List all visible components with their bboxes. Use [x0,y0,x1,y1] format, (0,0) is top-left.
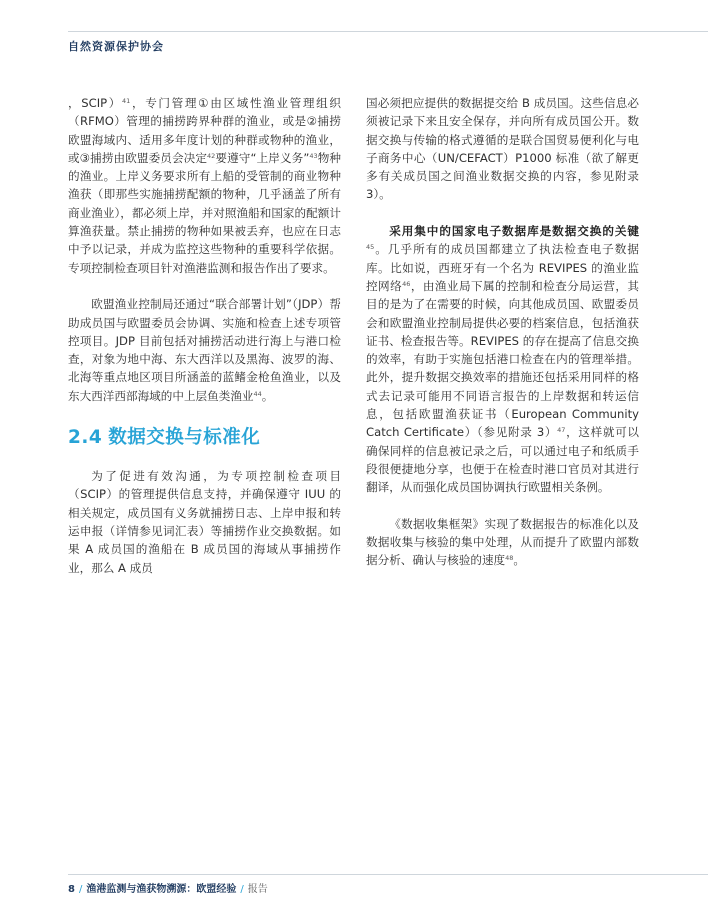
text-run: 国必须把应提供的数据提交给 B 成员国。这些信息必须被记录下来且安全保存，并向所有成员国公开。数据交换与传输的格式遵循的是联合国贸易便利化与电子商务中心（UN/CEFACT）P1000 标准（欲了解更多有关成员国之间渔业数据交换的内容，参见附录 3）。 [366,96,639,202]
header-title: 自然资源保护协会 [68,40,164,53]
text-run: 物种的渔业。上岸义务要求所有上船的受管制的商业物种渔获（即那些实施捕捞配额的物种，几乎涵盖了所有商业渔业），都必须上岸，并对照渔船和国家的配额计算渔获量。禁止捕捞的物种如果被丢弃，也应在日志中予以记录，并成为监控这些物种的重要科学依据。专项控制检查项目针对渔港监测和报告作出了要求。 [68,150,341,275]
page-number: 8 [68,884,75,895]
footnote-ref: 45 [366,243,375,252]
section-number: 2.4 [68,427,103,449]
text-run: 。 [513,553,526,568]
footer-separator: / [240,884,244,895]
text-run: ，由渔业局下属的控制和检查分局运营，其目的是为了在需要的时候，向其他成员国、欧盟委员会和欧盟渔业控制局提供必要的档案信息，包括渔获证书、检查报告等。REVIPES 的存在提高了信息交换的效率，有助于实施包括港口检查在内的管理举措。此外，提升数据交换效率的措施还包括采用同样的格式去记录可能用不同语言报告的上岸数据和转运信息，包括欧盟渔获证书（European Community Catch Certificate）（参见附录 3） [366,278,639,440]
text-run: 欧盟渔业控制局还通过“联合部署计划”（JDP）帮助成员国与欧盟委员会协调、实施和检查上述专项管控项目。JDP 目前包括对捕捞活动进行海上与港口检查，对象为地中海、东大西洋以及黑海、波罗的海、北海等重点地区项目所涵盖的蓝鳍金枪鱼渔业，以及东大西洋西部海域的中上层鱼类渔业 [68,297,341,403]
header-rule [68,31,708,32]
right-paragraph-2 [366,222,639,496]
footer-subtitle: 报告 [247,884,268,895]
text-run: ，SCIP） [68,96,123,110]
footnote-ref: 47 [557,426,566,435]
text-run: 为了促进有效沟通，为专项控制检查项目（SCIP）的管理提供信息支持，并确保遵守 IUU 的相关规定，成员国有义务就捕捞日志、上岸申报和转运申报（详情参见词汇表）等捕捞作业交换数据。如果 A 成员国的渔船在 B 成员国的海域从事捕捞作业，那么 A 成员 [68,469,341,575]
left-paragraph-2 [68,295,341,405]
lead-sentence: 采用集中的国家电子数据库是数据交换的关键 [389,224,639,239]
text-run: 。 [261,388,274,403]
right-paragraph-1 [366,94,639,204]
text-run: ，这样就可以确保同样的信息被记录之后，可以通过电子和纸质手段很便捷地分享，也便于在检查时港口官员对其进行翻译，从而强化成员国协调执行欧盟相关条例。 [366,425,639,495]
page-footer [68,880,268,895]
right-paragraph-3 [366,515,639,570]
footnote-ref: 44 [253,389,262,398]
text-run: 。几乎所有的成员国都建立了执法检查电子数据库。比如说，西班牙有一个名为 REVIPES 的渔业监控网络 [366,242,639,293]
footer-separator: / [78,884,83,895]
text-run: 要遵守“上岸义务” [215,150,310,165]
section-heading [68,427,341,449]
footnote-ref: 42 [207,151,216,160]
text-run: 《数据收集框架》实现了数据报告的标准化以及数据收集与核验的集中处理，从而提升了欧盟内部数据分析、确认与核验的速度 [366,516,639,568]
footnote-ref: 46 [402,279,411,288]
footnote-ref: 41 [122,97,131,105]
footer-rule [68,874,708,875]
left-paragraph-1 [68,94,341,277]
right-column [366,94,639,570]
text-run: ，专门管理①由区域性渔业管理组织（RFMO）管理的捕捞跨界种群的渔业，或是②捕捞欧盟海域内、适用多年度计划的种群或物种的渔业，或③捕捞由欧盟委员会决定 [68,96,341,165]
footnote-ref: 43 [309,151,318,160]
footnote-ref: 48 [505,554,514,563]
footer-title: 渔港监测与渔获物溯源：欧盟经验 [86,884,237,895]
left-paragraph-3 [68,467,341,577]
left-column [68,94,341,577]
section-title: 数据交换与标准化 [108,427,261,449]
